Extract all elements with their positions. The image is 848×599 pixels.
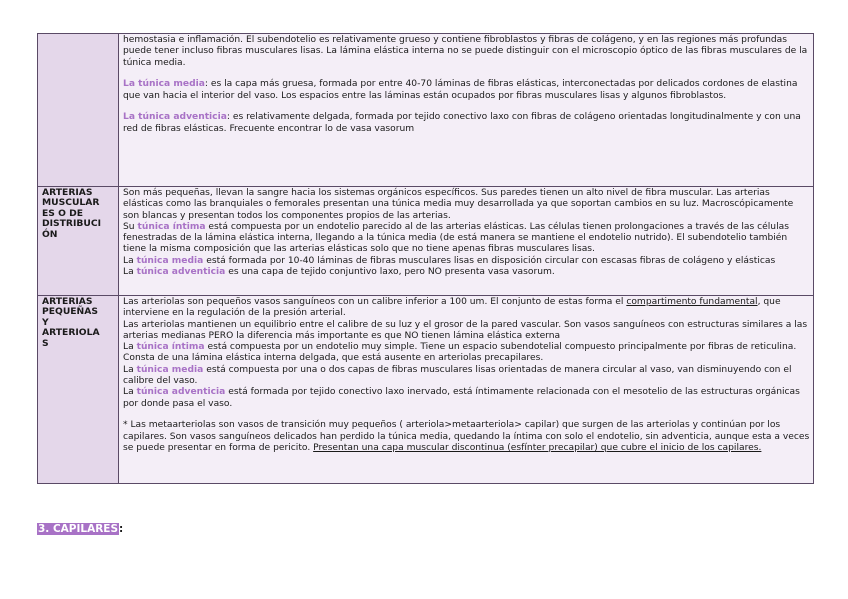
- row-label: ARTERIAS PEQUEÑAS Y ARTERIOLA S: [38, 296, 119, 484]
- paragraph-tunica-media: La túnica media está compuesta por una o dos capas de fibras musculares lisas orientadas de manera circular al vaso, van disminuyendo con el calibre del vaso.: [123, 364, 792, 387]
- term-tunica-media: túnica media: [136, 364, 204, 375]
- paragraph-tunica-media: [123, 79, 810, 102]
- table-row: [38, 187, 814, 296]
- section-heading-capilares: 3. CAPILARES:: [38, 523, 124, 535]
- text-tunica-media: está compuesta por una o dos capas de fibras musculares lisas orientadas de manera circular al vaso, van disminuyendo con el calibre del vaso.: [123, 364, 792, 387]
- paragraph-intro: Las arteriolas son pequeños vasos sanguíneos con un calibre inferior a 100 um. El conjunto de estas forma el compartimento fundamental, que interviene en la regulación de la presión arterial.: [123, 297, 781, 319]
- paragraph-intro: Son más pequeñas, llevan la sangre hacia los sistemas orgánicos específicos. Sus paredes tienen un alto nivel de fibra muscular. Las arterias elásticas como las branquiales o femorales presentan una túnica media muy desarrollada ya que soportan cambios en su luz. Macroscópicamente son blancas y presentan todos los componentes propios de las arterias.: [123, 188, 794, 221]
- row-label: ARTERIAS MUSCULAR ES O DE DISTRIBUCI ÓN: [38, 187, 119, 296]
- row-label: [38, 34, 119, 187]
- term-tunica-intima: túnica íntima: [136, 342, 205, 353]
- paragraph-tunica-media: La túnica media está formada por 10-40 láminas de fibras musculares lisas en disposición circular con escasas fibras de colágeno y elásticas: [123, 255, 776, 266]
- paragraph-tunica-adventicia: [123, 112, 810, 135]
- text-tunica-adventicia: está formada por tejido conectivo laxo inervado, está íntimamente relacionada con el mesotelio de las estructuras orgánicas por donde pasa el vaso.: [123, 387, 800, 409]
- paragraph-tunica-adventicia: La túnica adventicia está formada por tejido conectivo laxo inervado, está íntimamente relacionada con el mesotelio de las estructuras orgánicas por donde pasa el vaso.: [123, 387, 800, 409]
- text-tunica-intima: está compuesta por un endotelio parecido al de las arterias elásticas. Las células tienen prolongaciones a través de las células fenestradas de la lámina elástica interna, llegando a la túnica media (de está manera se mantiene el endotelio nutrido). El subendotelio también tiene la misma composición que las arterias elásticas solo que no tiene apenas fibras musculares lisas.: [123, 221, 789, 255]
- paragraph-tunica-adventicia: La túnica adventicia es una capa de tejido conjuntivo laxo, pero NO presenta vasa vasorum.: [123, 267, 555, 278]
- text-tunica-adventicia: es una capa de tejido conjuntivo laxo, pero NO presenta vasa vasorum.: [225, 267, 555, 278]
- arteries-table: [37, 33, 814, 484]
- table-row: [38, 34, 814, 187]
- paragraph-metaarteriolas-note: * Las metaarteriolas son vasos de transición muy pequeños ( arteriola>metaarteriola> capilar) que surgen de las arteriolas y continúan por los capilares. Son vasos sanguíneos delicados han perdido la túnica media, quedando la íntima con solo el endotelio, sin adventicia, aunque esta a veces se puede presentar en forma de pericito. Presentan una capa muscular discontinua (esfínter precapilar) que cubre el inicio de los capilares.: [123, 420, 810, 454]
- paragraph-tunica-intima: La túnica íntima está compuesta por un endotelio muy simple. Tiene un espacio subendotelial compuesto principalmente por fibras de reticulina. Consta de una lámina elástica interna delgada, que está ausente en arteriolas precapilares.: [123, 342, 797, 364]
- term-tunica-adventicia: La túnica adventicia: [123, 112, 227, 123]
- section-title: 3. CAPILARES: [38, 523, 119, 535]
- table-row: [38, 296, 814, 484]
- term-tunica-media: túnica media: [136, 255, 204, 266]
- term-tunica-media: La túnica media: [123, 79, 205, 90]
- row-content: [119, 34, 814, 187]
- term-tunica-adventicia: túnica adventicia: [136, 387, 226, 398]
- link-compartimento-fundamental: compartimento fundamental: [626, 297, 758, 307]
- text-tunica-media: está formada por 10-40 láminas de fibras musculares lisas en disposición circular con escasas fibras de colágeno y elásticas: [203, 255, 776, 266]
- paragraph-tunica-intima: Su túnica íntima está compuesta por un endotelio parecido al de las arterias elásticas. Las células tienen prolongaciones a través de las células fenestradas de la lámina elástica interna, llegando a la túnica media (de está manera se mantiene el endotelio nutrido). El subendotelio también tiene la misma composición que las arterias elásticas solo que no tiene apenas fibras musculares lisas.: [123, 221, 789, 255]
- text-tunica-intima: está compuesta por un endotelio muy simple. Tiene un espacio subendotelial compuesto principalmente por fibras de reticulina. Consta de una lámina elástica interna delgada, que está ausente en arteriolas precapilares.: [123, 342, 797, 364]
- term-tunica-adventicia: túnica adventicia: [136, 267, 226, 278]
- row-content: [119, 187, 814, 296]
- text-tunica-media: : es la capa más gruesa, formada por entre 40-70 láminas de fibras elásticas, interconectadas por delicados cordones de elastina que van hacia el interior del vaso. Los espacios entre las láminas están ocupados por fibras musculares lisas y algunos fibroblastos.: [123, 79, 798, 101]
- paragraph-subendothelium: hemostasia e inflamación. El subendotelio es relativamente grueso y contiene fibroblastos y fibras de colágeno, y en las regiones más profundas puede tener incluso fibras musculares lisas. La lámina elástica interna no se puede distinguir con el microscopio óptico de las fibras musculares de la túnica media.: [123, 35, 808, 68]
- paragraph-equilibrium: Las arteriolas mantienen un equilibrio entre el calibre de su luz y el grosor de la pared vascular. Son vasos sanguíneos con estructuras similares a las arterias medianas PERO la diferencia más importante es que NO tienen lámina elástica externa: [123, 319, 808, 341]
- row-content: [119, 296, 814, 484]
- term-tunica-intima: túnica íntima: [137, 221, 206, 232]
- underlined-precapillar-sphincter: Presentan una capa muscular discontinua (esfínter precapilar) que cubre el inicio de los capilares.: [313, 443, 762, 454]
- text-tunica-adventicia: : es relativamente delgada, formada por tejido conectivo laxo con fibras de colágeno orientadas longitudinalmente y con una red de fibras elásticas. Frecuente encontrar lo de vasa vasorum: [123, 112, 801, 134]
